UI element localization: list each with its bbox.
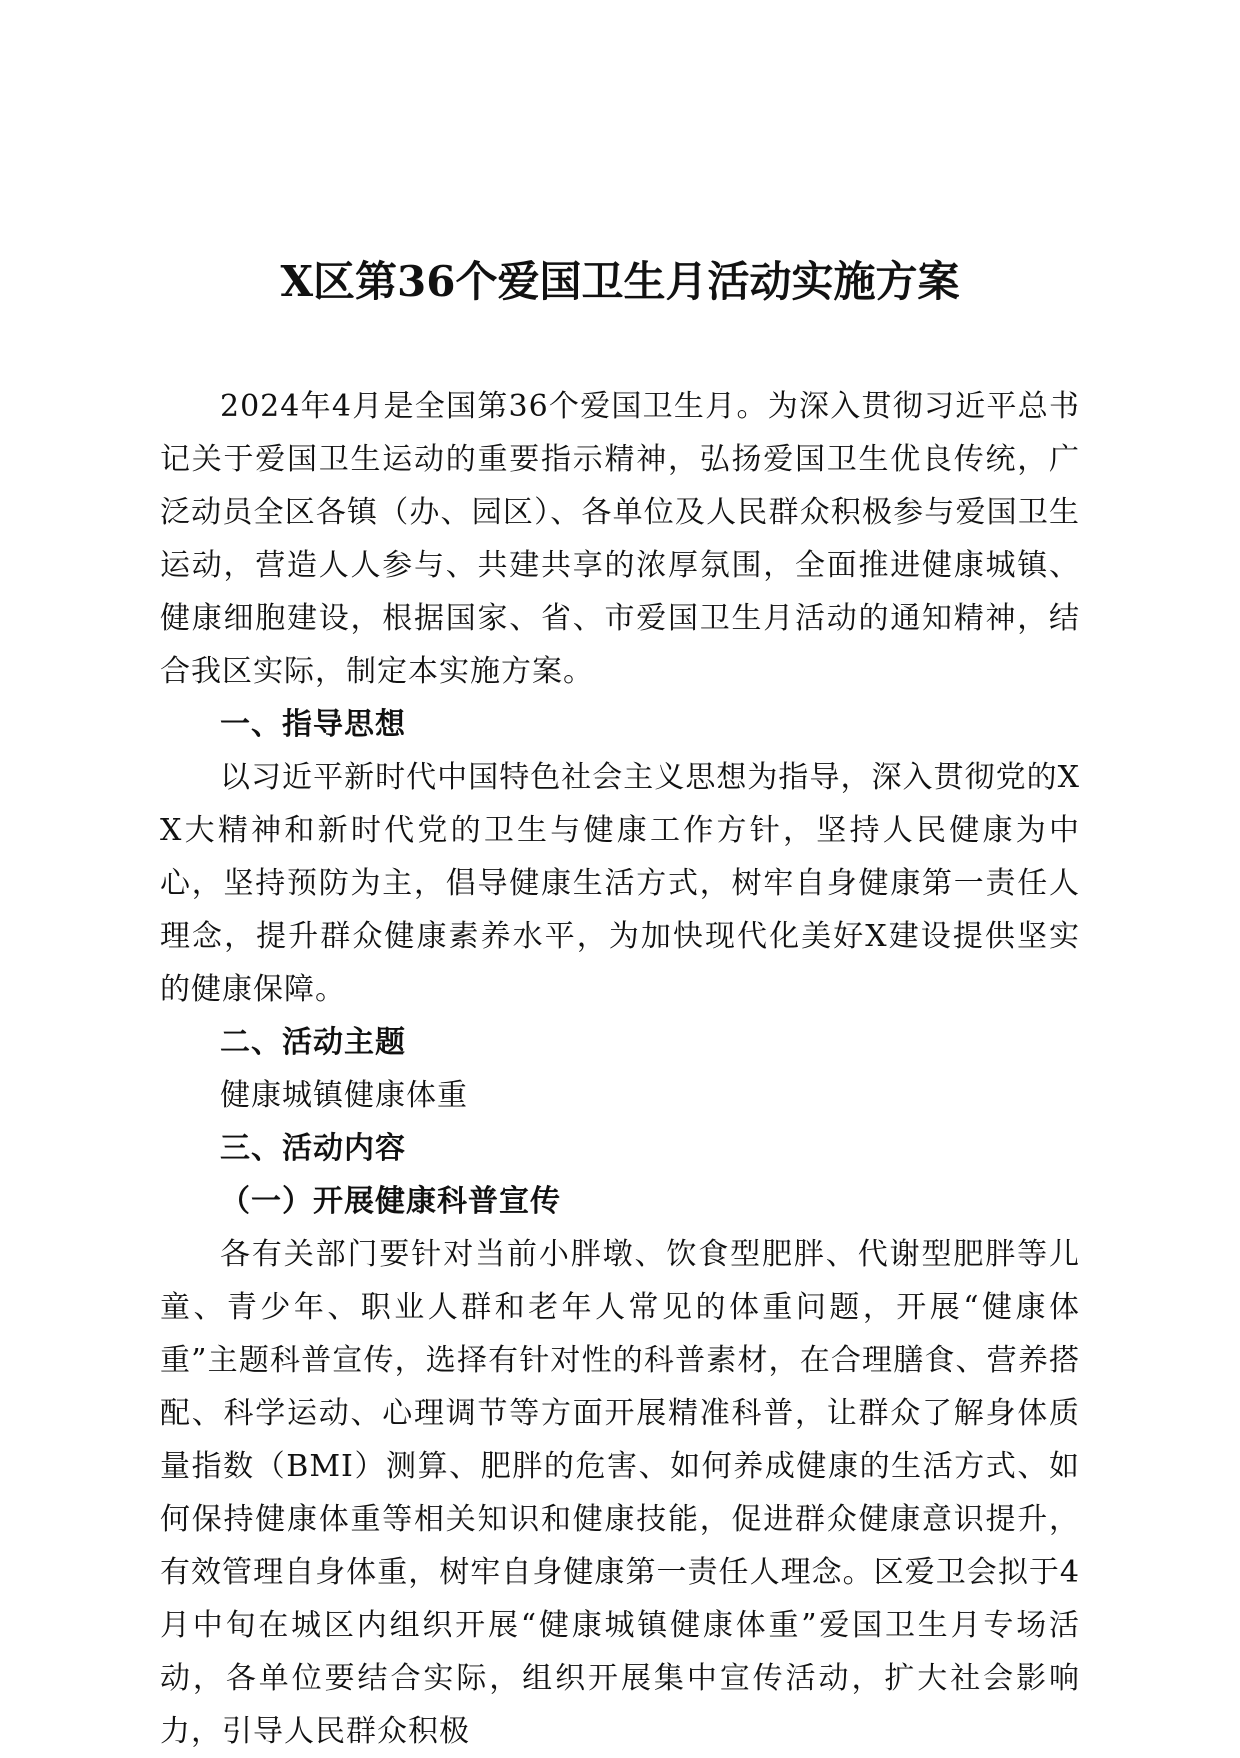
guiding-ideology-paragraph: 以习近平新时代中国特色社会主义思想为指导，深入贯彻党的XX大精神和新时代党的卫生与健康工作方针，坚持人民健康为中心，坚持预防为主，倡导健康生活方式，树牢自身健康第一责任人理念，提升群众健康素养水平，为加快现代化美好X建设提供坚实的健康保障。 [160, 760, 1080, 1007]
subsection-heading-health-publicity: （一）开展健康科普宣传 [220, 1184, 561, 1219]
activity-theme-paragraph: 健康城镇健康体重 [220, 1078, 468, 1113]
health-publicity-paragraph: 各有关部门要针对当前小胖墩、饮食型肥胖、代谢型肥胖等儿童、青少年、职业人群和老年人常见的体重问题，开展“健康体重”主题科普宣传，选择有针对性的科普素材，在合理膳食、营养搭配、科学运动、心理调节等方面开展精准科普，让群众了解身体质量指数（BMI）测算、肥胖的危害、如何养成健康的生活方式、如何保持健康体重等相关知识和健康技能，促进群众健康意识提升，有效管理自身体重，树牢自身健康第一责任人理念。区爱卫会拟于4月中旬在城区内组织开展“健康城镇健康体重”爱国卫生月专场活动，各单位要结合实际，组织开展集中宣传活动，扩大社会影响力，引导人民群众积极 [160, 1237, 1080, 1749]
document-title: X区第36个爱国卫生月活动实施方案 [280, 257, 960, 306]
document-body [160, 380, 1080, 1758]
section-heading-activity-content: 三、活动内容 [220, 1131, 406, 1166]
section-heading-guiding-ideology: 一、指导思想 [220, 707, 406, 742]
section-heading-activity-theme: 二、活动主题 [220, 1025, 406, 1060]
intro-paragraph: 2024年4月是全国第36个爱国卫生月。为深入贯彻习近平总书记关于爱国卫生运动的重要指示精神，弘扬爱国卫生优良传统，广泛动员全区各镇（办、园区）、各单位及人民群众积极参与爱国卫生运动，营造人人参与、共建共享的浓厚氛围，全面推进健康城镇、健康细胞建设，根据国家、省、市爱国卫生月活动的通知精神，结合我区实际，制定本实施方案。 [160, 389, 1080, 689]
